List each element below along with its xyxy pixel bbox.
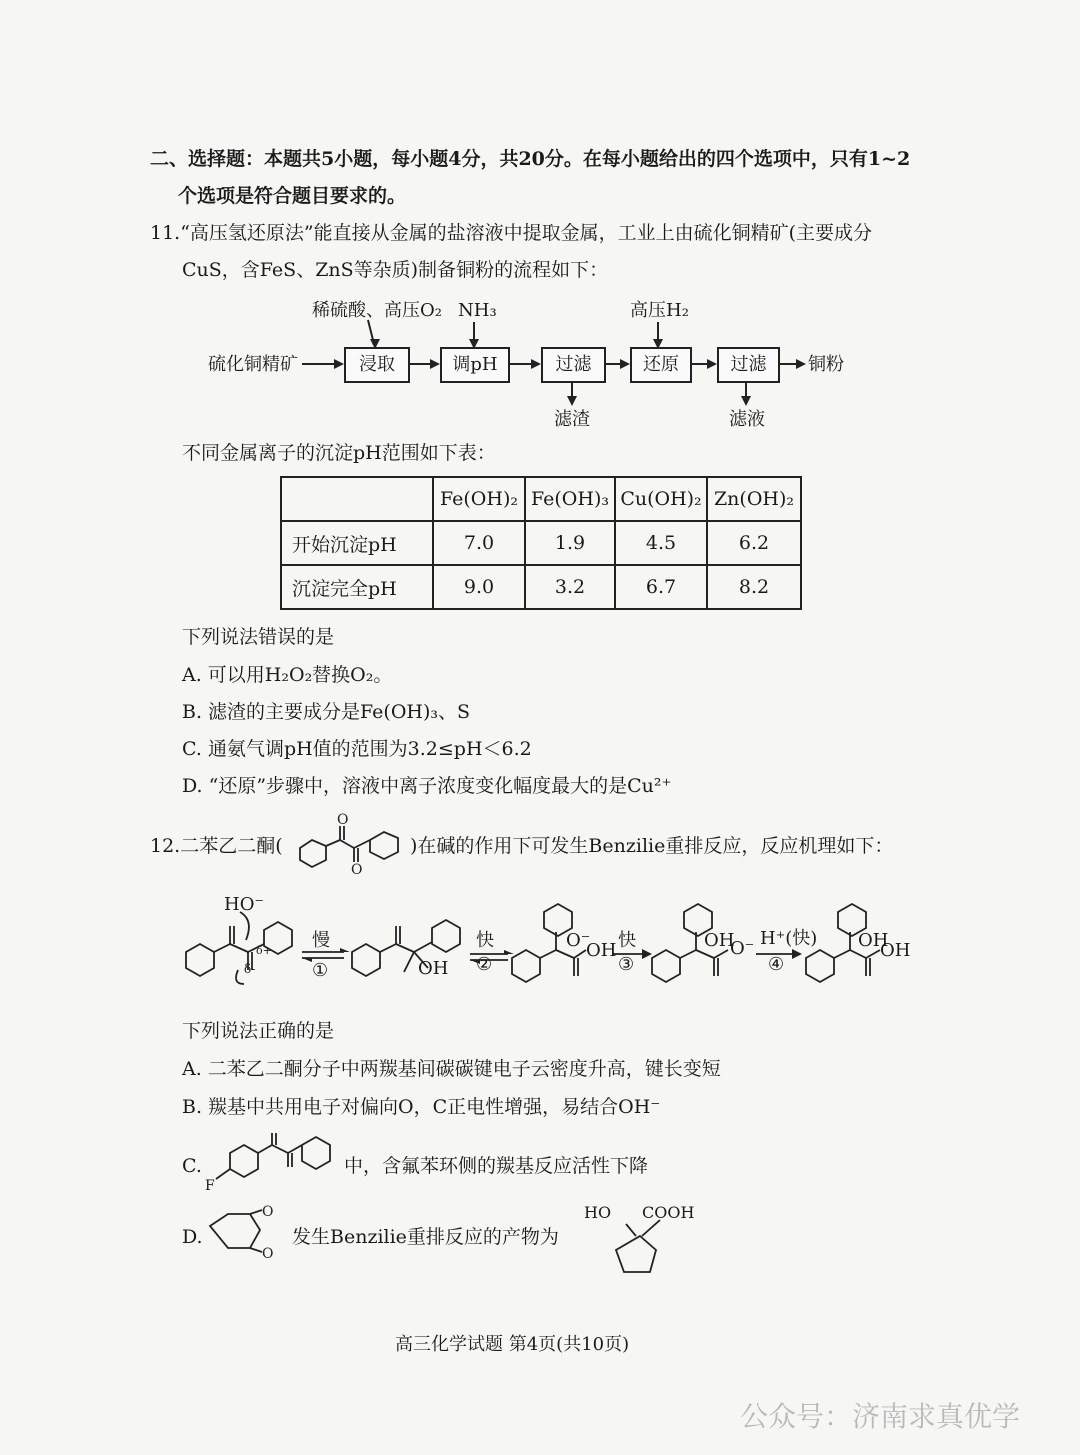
table-cell: 7.0 — [433, 521, 525, 565]
q12-option-b: B. 羰基中共用电子对偏向O，C正电性增强，易结合OH⁻ — [182, 1096, 661, 1118]
svg-text:O: O — [337, 812, 349, 828]
fluoro-benzil-structure-icon — [200, 1125, 340, 1195]
mech-oh-acid: OH — [586, 940, 617, 961]
flow-reagent-reduce: 高压H₂ — [630, 300, 689, 321]
flow-end: 铜粉 — [808, 354, 844, 375]
q12-option-c-f: F — [205, 1178, 215, 1194]
q12-option-c-text: 中，含氟苯环侧的羰基反应活性下降 — [344, 1155, 649, 1177]
table-header-cell: Zn(OH)₂ — [707, 477, 801, 521]
table-cell: 3.2 — [525, 565, 615, 609]
mech-delta-plus: δ+ — [256, 944, 272, 957]
q11-stem-line1: 11.“高压氢还原法”能直接从金属的盐溶液中提取金属，工业上由硫化铜精矿(主要成分 — [150, 222, 873, 244]
flow-start: 硫化铜精矿 — [208, 354, 298, 375]
q11-option-c: C. 通氨气调pH值的范围为3.2≤pH＜6.2 — [182, 738, 532, 760]
section-heading-line2: 个选项是符合题目要求的。 — [178, 185, 407, 207]
q12-option-a: A. 二苯乙二酮分子中两羰基间碳碳键电子云密度升高，键长变短 — [182, 1058, 721, 1080]
page-footer: 高三化学试题 第4页(共10页) — [395, 1334, 630, 1355]
table-cell: 9.0 — [433, 565, 525, 609]
table-row-label: 开始沉淀pH — [281, 521, 433, 565]
mech-step1-label: 慢 — [312, 930, 330, 951]
table-header-cell: Fe(OH)₃ — [525, 477, 615, 521]
mech-oh: OH — [418, 958, 449, 979]
mech-oh-5: OH — [858, 930, 889, 951]
flow-step-filter-1: 过滤 — [541, 347, 606, 383]
flow-reagent-leach: 稀硫酸、高压O₂ — [312, 300, 442, 321]
table-cell: 8.2 — [707, 565, 801, 609]
q12-stem-pre: 12.二苯乙二酮( — [150, 835, 283, 857]
flow-step-reduce: 还原 — [630, 347, 692, 383]
mech-step3-label: 快 — [618, 930, 636, 951]
mech-step1-num: ① — [312, 960, 329, 981]
q12-option-d-cooh: COOH — [642, 1203, 695, 1222]
mech-hydroxide: HO⁻ — [224, 894, 264, 915]
mech-oh-4: OH — [704, 930, 735, 951]
table-header-cell: Fe(OH)₂ — [433, 477, 525, 521]
svg-text:O: O — [262, 1204, 274, 1220]
table-cell: 1.9 — [525, 521, 615, 565]
mech-step4-num: ④ — [768, 954, 785, 975]
cyclohexanedione-structure-icon — [200, 1200, 290, 1270]
q12-option-c-label: C. — [182, 1155, 202, 1177]
table-header-cell: Cu(OH)₂ — [615, 477, 707, 521]
flow-residue: 滤渣 — [554, 409, 590, 430]
svg-text:O: O — [351, 862, 363, 878]
q11-stem-line2: CuS，含FeS、ZnS等杂质)制备铜粉的流程如下： — [182, 259, 609, 281]
table-row-label: 沉淀完全pH — [281, 565, 433, 609]
q12-option-d-text: 发生Benzilie重排反应的产物为 — [292, 1226, 559, 1248]
svg-text:O: O — [262, 1246, 274, 1262]
q11-option-d: D. “还原”步骤中，溶液中离子浓度变化幅度最大的是Cu²⁺ — [182, 775, 672, 797]
q11-prompt: 下列说法错误的是 — [182, 626, 335, 648]
mech-o-minus: O⁻ — [566, 930, 591, 951]
q11-option-b: B. 滤渣的主要成分是Fe(OH)₃、S — [182, 701, 471, 723]
q11-option-a: A. 可以用H₂O₂替换O₂。 — [182, 664, 393, 686]
watermark-text: 公众号：济南求真优学 — [740, 1400, 1021, 1433]
flow-step-adjust-ph: 调pH — [440, 347, 510, 383]
table-cell: 6.7 — [615, 565, 707, 609]
mech-step3-num: ③ — [618, 954, 635, 975]
flow-step-filter-2: 过滤 — [717, 347, 780, 383]
flow-step-leach: 浸取 — [344, 347, 410, 383]
flow-filtrate: 滤液 — [729, 409, 765, 430]
table-cell: 4.5 — [615, 521, 707, 565]
mech-step2-num: ② — [476, 954, 493, 975]
section-heading-line1: 二、选择题：本题共5小题，每小题4分，共20分。在每小题给出的四个选项中，只有1~2 — [150, 148, 911, 170]
q11-table-intro: 不同金属离子的沉淀pH范围如下表： — [182, 442, 496, 464]
mech-o-minus-4: O⁻ — [730, 938, 755, 959]
q12-prompt: 下列说法正确的是 — [182, 1020, 335, 1042]
mech-step4-label: H⁺(快) — [760, 928, 818, 949]
mech-step2-label: 快 — [476, 930, 494, 951]
flow-reagent-ph: NH₃ — [458, 300, 497, 321]
table-cell: 6.2 — [707, 521, 801, 565]
q12-stem-post: )在碱的作用下可发生Benzilie重排反应，反应机理如下： — [410, 835, 894, 857]
q12-option-d-ho: HO — [584, 1203, 612, 1222]
mech-delta-minus: δ- — [244, 962, 256, 976]
q12-option-d-label: D. — [182, 1226, 203, 1248]
mech-oh-end: OH — [880, 940, 911, 961]
